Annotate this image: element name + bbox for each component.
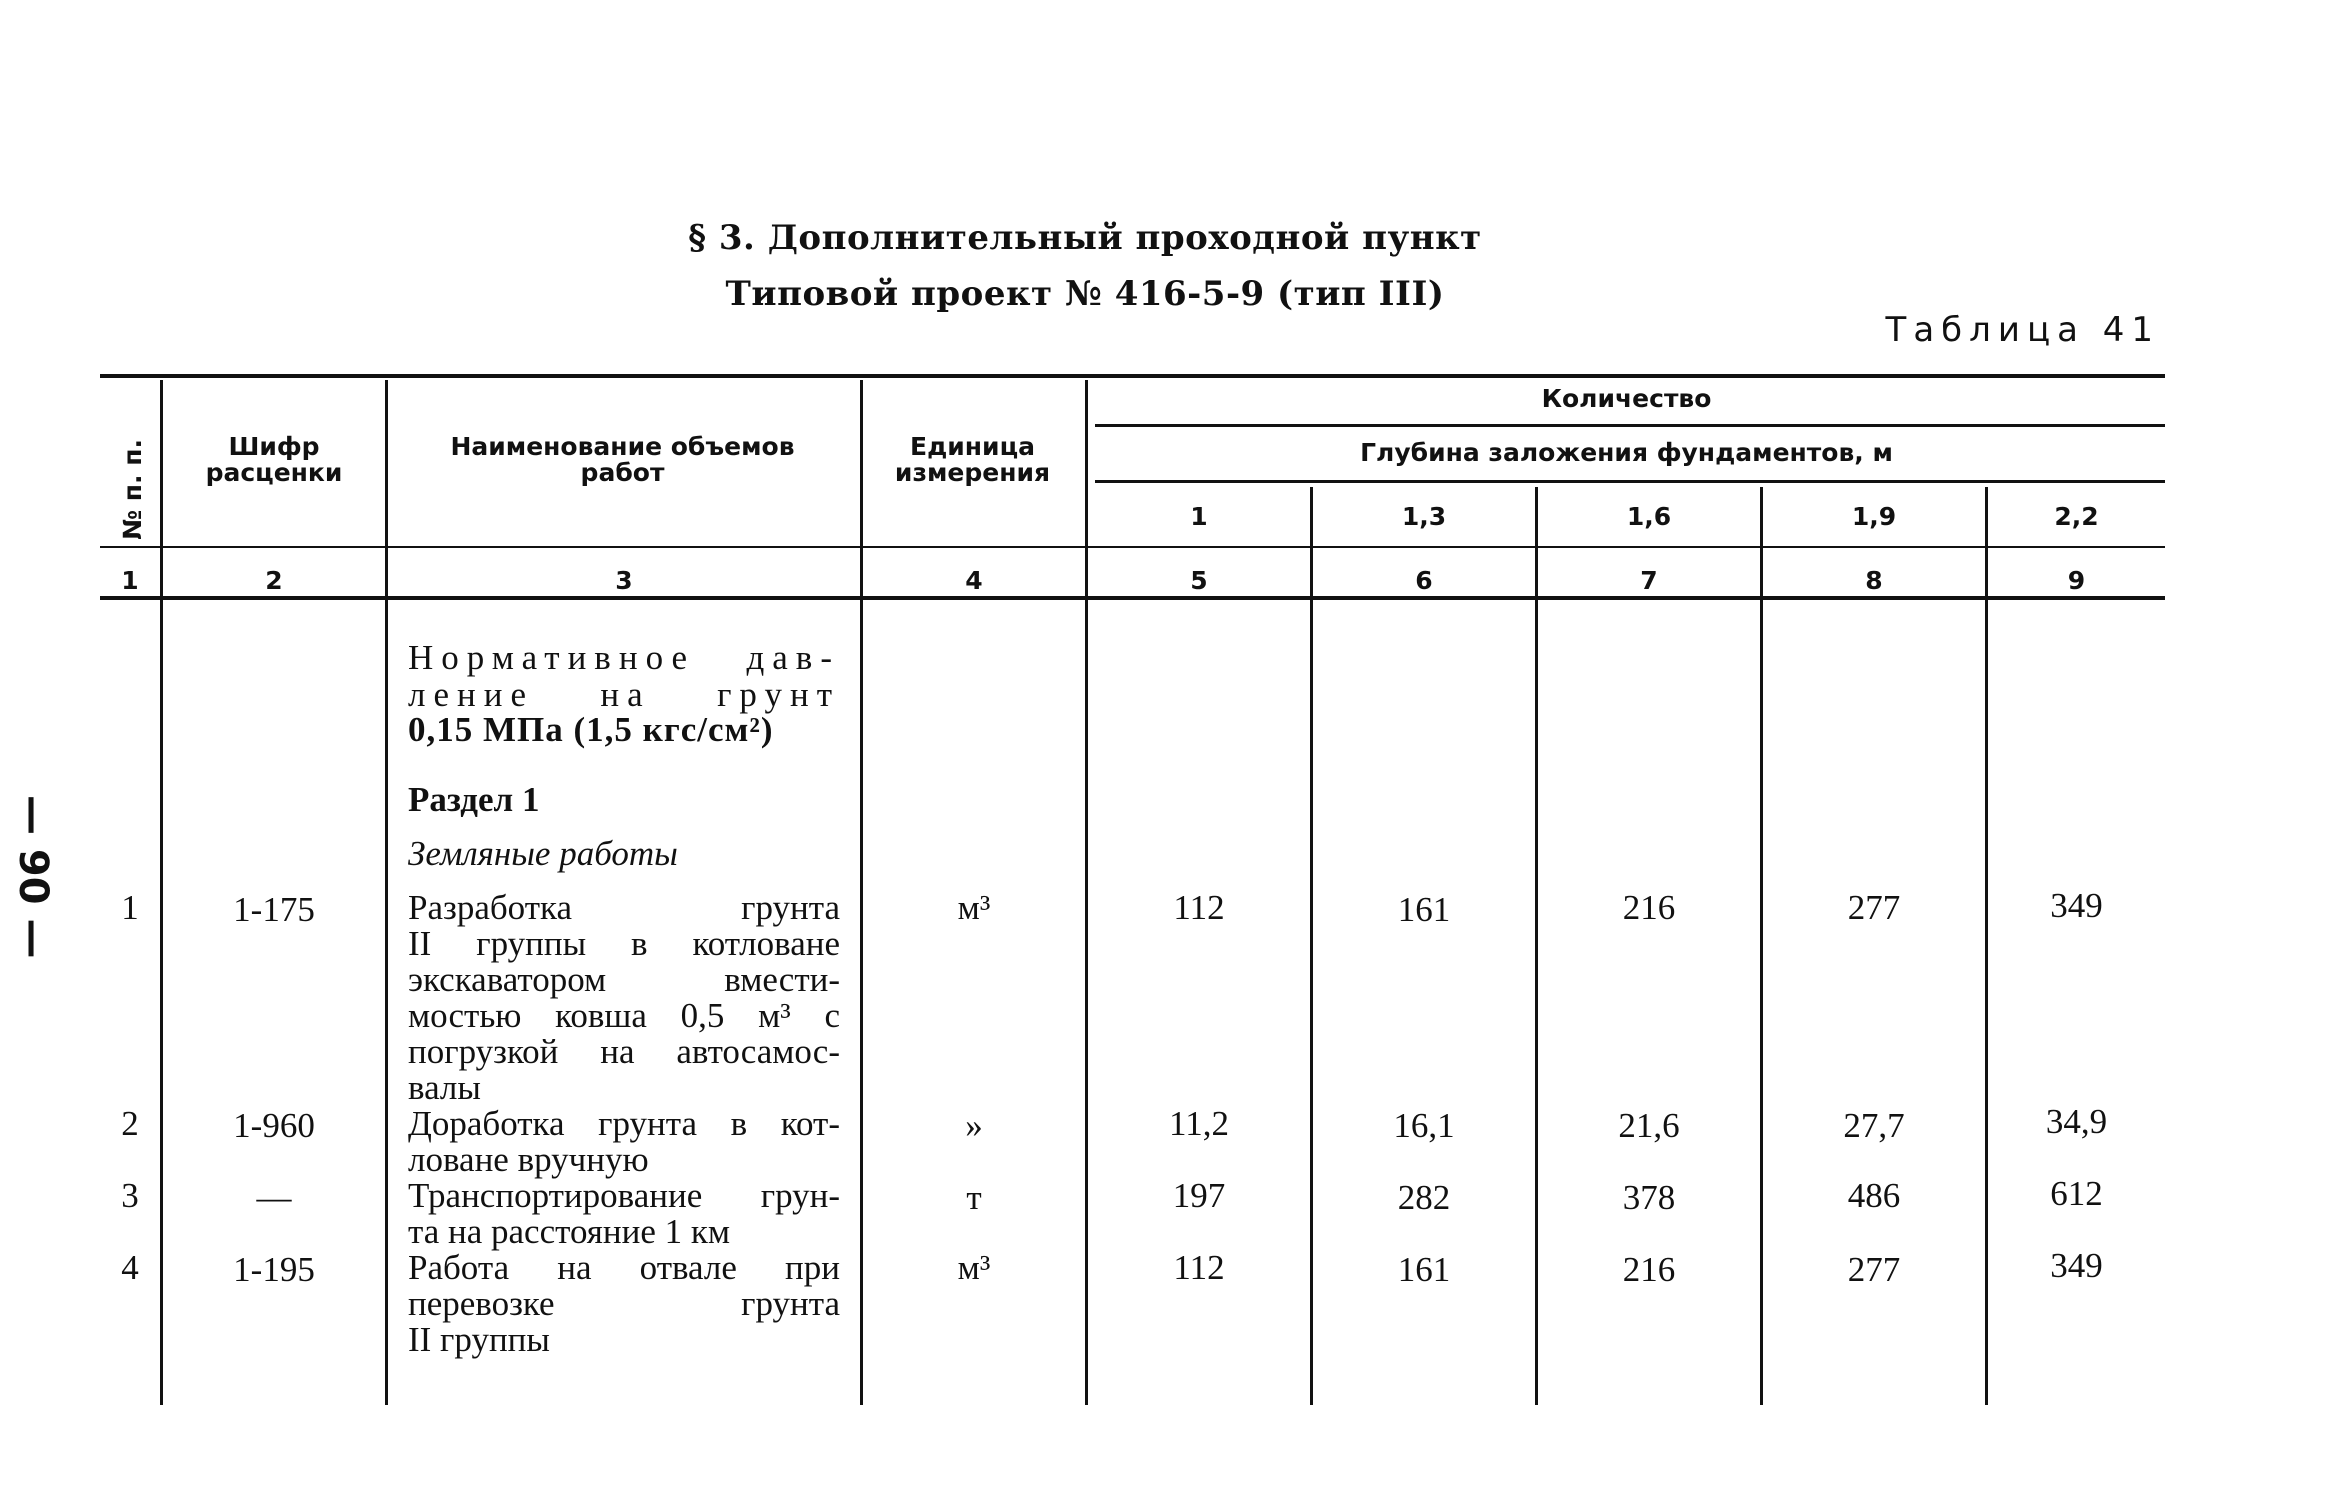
row-code: — bbox=[256, 1178, 292, 1217]
depth-5: 2,2 bbox=[2054, 502, 2099, 531]
row-value: 277 bbox=[1847, 1250, 1901, 1289]
row-unit: » bbox=[965, 1106, 983, 1145]
colnum-4: 4 bbox=[965, 566, 983, 595]
row-name-line: II группы bbox=[408, 1320, 550, 1359]
colnum-2: 2 bbox=[265, 566, 283, 595]
row-value: 349 bbox=[2050, 1246, 2103, 1285]
row-num: 3 bbox=[121, 1176, 139, 1215]
row-num: 4 bbox=[121, 1248, 139, 1287]
row-value: 216 bbox=[1622, 1250, 1676, 1289]
depth-1: 1 bbox=[1190, 502, 1208, 531]
header-name: Наименование объемов работ bbox=[450, 432, 795, 487]
page-number: — 90 — bbox=[10, 795, 56, 959]
depth-4: 1,9 bbox=[1851, 502, 1897, 531]
colnum-7: 7 bbox=[1640, 566, 1658, 595]
row-value: 486 bbox=[1847, 1176, 1901, 1215]
row-value: 21,6 bbox=[1618, 1106, 1680, 1145]
section-heading: Раздел 1 bbox=[408, 780, 540, 819]
subsection-heading: Земляные работы bbox=[408, 834, 678, 873]
row-name-line: мостью ковша 0,5 м³ с bbox=[408, 996, 840, 1035]
project-title: Типовой проект № 416-5-9 (тип III) bbox=[725, 274, 1445, 314]
header-unit: Единица измерения bbox=[894, 432, 1051, 487]
colnum-8: 8 bbox=[1865, 566, 1883, 595]
header-bottom-rule bbox=[100, 546, 2165, 548]
row-value: 161 bbox=[1397, 1250, 1451, 1289]
row-name-line: Доработка грунта в кот- bbox=[408, 1104, 840, 1143]
colnum-6: 6 bbox=[1415, 566, 1433, 595]
row-name-line: перевозке грунта bbox=[408, 1284, 840, 1323]
row-name-line: ловане вручную bbox=[408, 1140, 649, 1179]
table-top-rule bbox=[100, 374, 2165, 378]
colnum-3: 3 bbox=[615, 566, 633, 595]
row-value: 112 bbox=[1173, 888, 1225, 927]
quantity-rule bbox=[1095, 424, 2165, 427]
colnum-bottom-rule bbox=[100, 596, 2165, 600]
row-name-line: экскаватором вмести- bbox=[408, 960, 840, 999]
row-value: 34,9 bbox=[2045, 1102, 2108, 1141]
row-unit: м³ bbox=[957, 1248, 991, 1287]
colnum-9: 9 bbox=[2067, 566, 2086, 595]
pressure-line-2: ление на грунт bbox=[408, 675, 840, 714]
depth-3: 1,6 bbox=[1626, 502, 1672, 531]
row-code: 1-960 bbox=[233, 1106, 315, 1145]
row-value: 216 bbox=[1622, 888, 1676, 927]
row-num: 1 bbox=[121, 888, 139, 927]
pressure-line-3: 0,15 МПа (1,5 кгс/см²) bbox=[408, 710, 774, 749]
colnum-5: 5 bbox=[1190, 566, 1208, 595]
row-value: 112 bbox=[1173, 1248, 1225, 1287]
row-name-line: Работа на отвале при bbox=[408, 1248, 840, 1287]
row-value: 378 bbox=[1622, 1178, 1676, 1217]
row-name-line: Разработка грунта bbox=[408, 888, 840, 927]
row-name-line: валы bbox=[408, 1068, 481, 1107]
row-value: 349 bbox=[2050, 886, 2103, 925]
colnum-1: 1 bbox=[121, 566, 139, 595]
row-unit: т bbox=[966, 1178, 982, 1217]
row-value: 197 bbox=[1172, 1176, 1226, 1215]
row-value: 11,2 bbox=[1169, 1104, 1229, 1143]
depth-rule bbox=[1095, 480, 2165, 483]
row-code: 1-175 bbox=[233, 890, 315, 929]
col-divider-2 bbox=[385, 380, 388, 1405]
row-name-line: II группы в котловане bbox=[408, 924, 840, 963]
row-num: 2 bbox=[121, 1104, 139, 1143]
header-code: Шифр расценки bbox=[205, 432, 343, 487]
header-depth: Глубина заложения фундаментов, м bbox=[1360, 438, 1893, 467]
row-name-line: погрузкой на автосамос- bbox=[408, 1032, 840, 1071]
row-value: 277 bbox=[1847, 888, 1901, 927]
row-value: 282 bbox=[1397, 1178, 1451, 1217]
depth-2: 1,3 bbox=[1401, 502, 1447, 531]
row-value: 161 bbox=[1397, 890, 1451, 929]
row-value: 16,1 bbox=[1393, 1106, 1455, 1145]
section-title: § 3. Дополнительный проходной пункт bbox=[688, 218, 1482, 258]
header-num: № п. п. bbox=[118, 438, 147, 540]
row-name-line: Транспортирование грун- bbox=[408, 1176, 840, 1215]
pressure-line-1: Нормативное дав- bbox=[408, 638, 840, 677]
header-quantity: Количество bbox=[1541, 384, 1712, 413]
row-code: 1-195 bbox=[233, 1250, 315, 1289]
row-value: 27,7 bbox=[1843, 1106, 1905, 1145]
row-name-line: та на расстояние 1 км bbox=[408, 1212, 731, 1251]
table-label: Таблица 41 bbox=[1885, 310, 2160, 350]
row-unit: м³ bbox=[957, 888, 991, 927]
row-value: 612 bbox=[2050, 1174, 2103, 1213]
